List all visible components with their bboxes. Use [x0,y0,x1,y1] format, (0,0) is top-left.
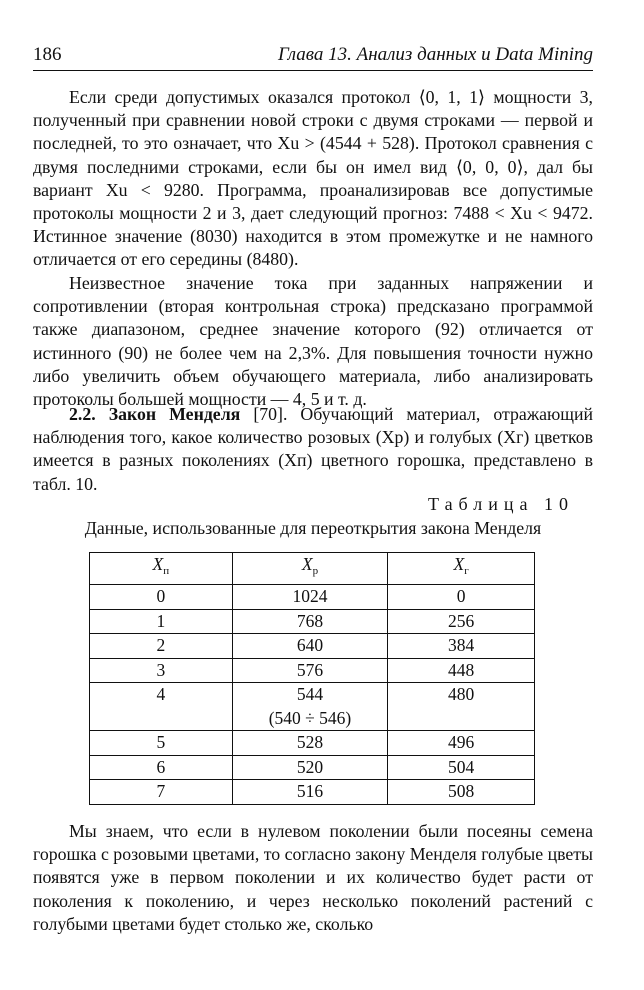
cell-generation: 6 [90,755,233,780]
header-generation: $X_п$ [90,553,233,585]
cell-pink [232,780,388,805]
cell-generation: 3 [90,658,233,683]
header-blue: $X_г$ [388,553,535,585]
cell-blue: 508 [388,780,535,805]
cell-pink [232,609,388,634]
cell-generation: 0 [90,585,233,610]
paragraph-mendel-explanation: Мы знаем, что если в нулевом поколении были посеяны семена горошка с розовыми цветами, то согласно закону Менделя голубые цветы появятся уже в первом поколении и их количество будет расти от поколения к поколению, и через несколько поколений растений с голубыми цветами будет столько же, сколько [33,821,593,934]
cell-generation: 2 [90,634,233,659]
paragraph-current-prediction: Неизвестное значение тока при заданных напряжении и сопротивлении (вторая контрольная строка) предсказано программой также диапазоном, среднее значение которого (92) отличается от истинного (90) не более чем на 2,3%. Для повышения точности нужно либо увеличить объем обучающего материала, либо анализировать протоколы большей мощности — 4, 5 и т. д. [33,273,593,410]
cell-pink [232,658,388,683]
cell-pink [232,634,388,659]
cell-blue: 496 [388,731,535,756]
cell-blue: 448 [388,658,535,683]
table-row [90,780,535,805]
pink-value: 528 [296,732,324,752]
cell-generation: 4 [90,683,233,731]
table-row [90,731,535,756]
running-header [33,44,593,66]
table-header-row [90,553,535,585]
pink-value: 640 [296,635,324,655]
table-label: Таблица 10 [428,494,574,514]
mendel-data-table [89,552,535,805]
header-pink: $X_р$ [232,553,388,585]
table-row [90,683,535,731]
cell-blue: 504 [388,755,535,780]
pink-value: 768 [296,610,324,631]
cell-blue: 384 [388,634,535,659]
cell-blue: 0 [388,585,535,610]
pink-value: 520 [296,756,324,777]
cell-generation: 5 [90,731,233,756]
cell-blue: 256 [388,609,535,634]
table-row [90,609,535,634]
table-row [90,585,535,610]
chapter-title: Глава 13. Анализ данных и Data Mining [277,44,593,65]
paragraph-protocol-analysis: Если среди допустимых оказался протокол ⟨0, 1, 1⟩ мощности 3, полученный при сравнении новой строки с двумя строками — первой и последней, то это означает, что Xu > (4544 + 528). Протокол сравнения с двумя последними строками, если бы он имел вид ⟨0, 0, 0⟩, дал бы вариант Xu < 9280. Программа, проанализировав все допустимые протоколы мощности 2 и 3, дает следующий прогноз: 7488 < Xu < 9472. Истинное значение (8030) находится в этом промежутке и не намного отличается от его середины (8480). [33,87,593,270]
table-row [90,755,535,780]
cell-generation: 7 [90,780,233,805]
cell-pink [232,585,388,610]
cell-pink [232,731,388,756]
section-text: [70]. Обучающий материал, отражающий наблюдения того, какое количество розовых (Xр) и голубых (Xг) цветков имеется в разных поколениях (Xп) цветного горошка, представлено в табл. 10. [33,404,594,494]
page-number: 186 [33,44,62,65]
header-rule [33,70,593,71]
cell-pink [232,755,388,780]
paragraph-mendel-law [33,403,593,496]
pink-value: 576 [296,659,324,680]
cell-generation: 1 [90,609,233,634]
pink-range-note: (540 ÷ 546) [268,707,352,728]
table-row [90,658,535,683]
section-heading: 2.2. Закон Менделя [69,404,241,424]
table-row [90,634,535,659]
cell-pink [232,683,388,731]
pink-value: 1024 [292,586,328,606]
pink-value: 544 [296,684,324,704]
pink-value: 516 [296,781,324,801]
cell-blue: 480 [388,683,535,731]
table-title: Данные, использованные для переоткрытия закона Менделя [84,518,542,538]
